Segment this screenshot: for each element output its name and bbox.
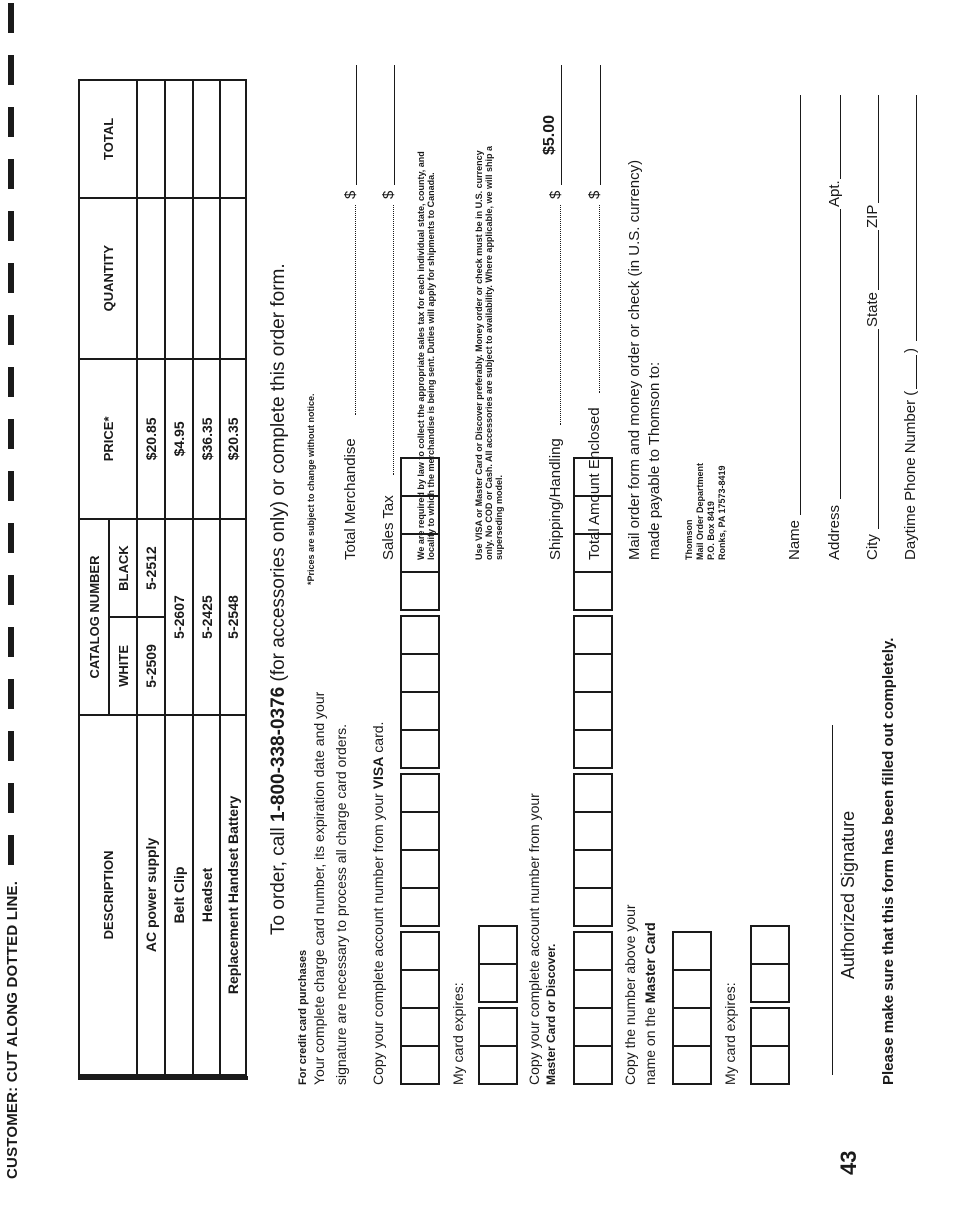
visa-expiration-boxes[interactable] xyxy=(478,927,518,1085)
mastercard-brand: Master Card xyxy=(642,922,658,1004)
visa-instructions: Copy your complete account number from your VISA card. xyxy=(370,721,386,1085)
address-field[interactable] xyxy=(840,209,841,499)
signature-label: Authorized Signature xyxy=(838,810,858,979)
table-row xyxy=(220,80,246,1075)
price-change-note: *Prices are subject to change without notice. xyxy=(306,393,316,585)
header-white: WHITE xyxy=(109,617,137,715)
mastercard-expiration-boxes[interactable] xyxy=(750,927,790,1085)
visa-brand: VISA xyxy=(370,756,386,790)
mastercard-expires-label: My card expires: xyxy=(722,982,738,1085)
sales-tax-label: Sales Tax xyxy=(380,495,397,560)
table-row xyxy=(137,80,165,1075)
row-price: $20.35 xyxy=(220,359,246,520)
sales-tax-field[interactable] xyxy=(394,65,395,185)
leader-dots xyxy=(355,205,356,415)
currency-symbol: $ xyxy=(342,190,359,199)
leader-dots xyxy=(560,205,561,425)
sales-tax-note: We are required by law to collect the appropriate sales tax for each individual state, county, and locality to which the merchandise is being sent. Duties will apply for shipments to Canada. xyxy=(416,151,436,560)
row-description: Belt Clip xyxy=(165,715,193,1075)
zip-field[interactable] xyxy=(878,95,879,203)
cut-instruction: CUSTOMER: CUT ALONG DOTTED LINE. xyxy=(4,880,21,1179)
zip-label: ZIP xyxy=(864,204,881,228)
total-merchandise-field[interactable] xyxy=(356,65,357,185)
daytime-phone-label: Daytime Phone Number ( xyxy=(902,390,919,560)
visa-expires-label: My card expires: xyxy=(450,982,466,1085)
mastercard-instructions-line2: Master Card or Discover. xyxy=(544,943,558,1085)
mastercard-name-number-boxes[interactable] xyxy=(672,933,712,1085)
cut-dotted-line xyxy=(8,0,14,865)
row-quantity-cell[interactable] xyxy=(193,198,220,359)
row-total-cell[interactable] xyxy=(220,80,246,198)
mail-instructions-line2: made payable to Thomson to: xyxy=(646,361,663,560)
credit-card-instructions-line1: Your complete charge card number, its expiration date and your xyxy=(311,691,327,1085)
row-black-number: 5-2512 xyxy=(137,519,165,617)
table-row xyxy=(165,80,193,1075)
phone-area-code-field[interactable] xyxy=(916,355,917,389)
mastercard-name-instructions-line1: Copy the number above your xyxy=(622,904,638,1085)
phone-close-paren: ) xyxy=(902,348,919,353)
accessories-table xyxy=(78,79,247,1076)
apt-label: Apt. xyxy=(826,180,843,207)
mail-instructions-line1: Mail order form and money order or check (in U.S. currency) xyxy=(626,159,643,560)
row-description: AC power supply xyxy=(137,715,165,1075)
leader-dots xyxy=(599,205,600,393)
row-catalog-number: 5-2425 xyxy=(193,519,220,715)
table-row xyxy=(193,80,220,1075)
row-description: Replacement Handset Battery xyxy=(220,715,246,1075)
name-field[interactable] xyxy=(800,95,801,515)
total-amount-enclosed-label: Total Amount Enclosed xyxy=(586,407,603,560)
shipping-handling-amount: $5.00 xyxy=(541,114,558,155)
row-catalog-number: 5-2548 xyxy=(220,519,246,715)
row-total-cell[interactable] xyxy=(137,80,165,198)
apt-field[interactable] xyxy=(840,95,841,179)
header-black: BLACK xyxy=(109,519,137,617)
header-price: PRICE* xyxy=(79,359,137,520)
row-price: $36.35 xyxy=(193,359,220,520)
row-price: $20.85 xyxy=(137,359,165,520)
signature-line[interactable] xyxy=(832,725,833,1075)
completion-warning: Please make sure that this form has been filled out completely. xyxy=(880,637,897,1085)
header-total: TOTAL xyxy=(79,80,137,198)
order-phone-number: 1-800-338-0376 xyxy=(268,686,289,822)
total-amount-enclosed-field[interactable] xyxy=(600,65,601,185)
payment-note: Use VISA or Master Card or Discover preferably. Money order or check must be in U.S. currency only. No COD or Cash. All accessories are subject to availability. Where applicable, we will ship a superseding model. xyxy=(474,146,504,560)
order-instructions-title: To order, call 1-800-338-0376 (for accessories only) or complete this order form. xyxy=(268,263,289,935)
currency-symbol: $ xyxy=(380,190,397,199)
shipping-handling-field xyxy=(561,65,562,185)
currency-symbol: $ xyxy=(586,190,603,199)
row-total-cell[interactable] xyxy=(193,80,220,198)
name-label: Name xyxy=(786,519,803,560)
city-field[interactable] xyxy=(878,329,879,529)
shipping-handling-label: Shipping/Handling xyxy=(547,438,564,560)
row-description: Headset xyxy=(193,715,220,1075)
city-label: City xyxy=(864,534,881,560)
header-quantity: QUANTITY xyxy=(79,198,137,359)
row-price: $4.95 xyxy=(165,359,193,520)
row-catalog-number: 5-2607 xyxy=(165,519,193,715)
accessories-table-frame xyxy=(78,74,248,1080)
daytime-phone-field[interactable] xyxy=(916,95,917,341)
currency-symbol: $ xyxy=(547,190,564,199)
state-label: State xyxy=(864,291,881,327)
credit-card-instructions-line2: signature are necessary to process all charge card orders. xyxy=(333,723,349,1085)
row-quantity-cell[interactable] xyxy=(220,198,246,359)
row-quantity-cell[interactable] xyxy=(165,198,193,359)
page-number: 43 xyxy=(836,1150,861,1175)
row-quantity-cell[interactable] xyxy=(137,198,165,359)
leader-dots xyxy=(393,205,394,475)
row-white-number: 5-2509 xyxy=(137,617,165,715)
state-field[interactable] xyxy=(878,230,879,290)
address-label: Address xyxy=(826,504,843,560)
credit-card-title: For credit card purchases xyxy=(297,949,309,1085)
total-merchandise-label: Total Merchandise xyxy=(342,438,359,560)
mastercard-instructions-line1: Copy your complete account number from your xyxy=(526,793,542,1085)
header-description: DESCRIPTION xyxy=(79,715,137,1075)
mastercard-name-instructions-line2: name on the Master Card xyxy=(642,922,658,1085)
header-catalog-number: CATALOG NUMBER xyxy=(79,519,109,715)
row-total-cell[interactable] xyxy=(165,80,193,198)
mailing-address: Thomson Mail Order Department P.O. Box 8419 Ronks, PA 17573-8419 xyxy=(684,462,727,560)
